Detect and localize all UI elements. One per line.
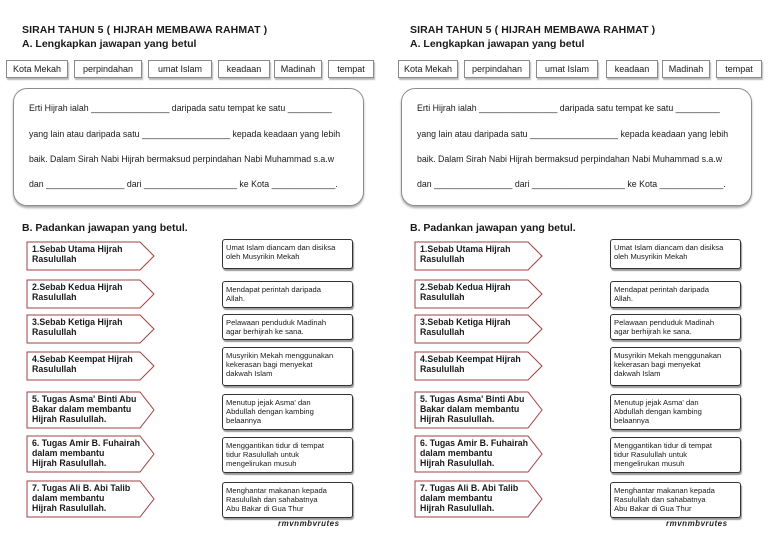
- question-arrow: [414, 314, 544, 344]
- question-text: 1.Sebab Utama Hijrah Rasulullah: [420, 244, 511, 264]
- answer-box: Menghantar makanan kepada Rasulullah dan sahabatnya Abu Bakar di Gua Thur: [222, 482, 353, 518]
- answer-box: Musyrikin Mekah menggunakan kekerasan bagi menyekat dakwah Islam: [610, 347, 741, 386]
- fill-in-box: [13, 88, 364, 206]
- fill-line: baik. Dalam Sirah Nabi Hijrah bermaksud perpindahan Nabi Muhammad s.a.w: [417, 154, 723, 164]
- fill-line: baik. Dalam Sirah Nabi Hijrah bermaksud perpindahan Nabi Muhammad s.a.w: [29, 154, 335, 164]
- word-bank-item: umat Islam: [148, 60, 212, 78]
- word-bank: [6, 60, 378, 78]
- question-arrow: [26, 279, 156, 309]
- answer-box: Menggantikan tidur di tempat tidur Rasulullah untuk mengelirukan musuh: [610, 437, 741, 473]
- word-bank-item: tempat: [328, 60, 374, 78]
- word-bank-item: tempat: [716, 60, 762, 78]
- footer-watermark: rmvnmbvrutes: [666, 519, 728, 528]
- question-text: 2.Sebab Kedua Hijrah Rasulullah: [420, 282, 511, 302]
- answer-box: Umat Islam diancam dan disiksa oleh Musyrikin Mekah: [222, 239, 353, 269]
- question-arrow: [414, 391, 544, 429]
- word-bank-item: keadaan: [606, 60, 658, 78]
- word-bank-item: umat Islam: [536, 60, 598, 78]
- fill-line: Erti Hijrah ialah ________________ daripada satu tempat ke satu _________: [29, 103, 332, 113]
- question-arrow: [414, 351, 544, 381]
- question-arrow: [26, 480, 156, 518]
- answer-box: Pelawaan penduduk Madinah agar berhijrah ke sana.: [610, 314, 741, 340]
- question-arrow: [414, 279, 544, 309]
- worksheet-title: SIRAH TAHUN 5 ( HIJRAH MEMBAWA RAHMAT ): [410, 24, 656, 36]
- question-text: 4.Sebab Keempat Hijrah Rasulullah: [420, 354, 521, 374]
- answer-box: Mendapat perintah daripada Allah.: [610, 281, 741, 308]
- answer-box: Pelawaan penduduk Madinah agar berhijrah ke sana.: [222, 314, 353, 340]
- answer-box: Menggantikan tidur di tempat tidur Rasulullah untuk mengelirukan musuh: [222, 437, 353, 473]
- fill-line: dan ________________ dari ___________________ ke Kota _____________.: [417, 179, 726, 189]
- word-bank-item: perpindahan: [464, 60, 530, 78]
- question-arrow: [26, 314, 156, 344]
- fill-in-box: [401, 88, 752, 206]
- answer-box: Menutup jejak Asma' dan Abdullah dengan kambing belaannya: [222, 394, 353, 430]
- worksheet-title: SIRAH TAHUN 5 ( HIJRAH MEMBAWA RAHMAT ): [22, 24, 268, 36]
- answer-box: Menghantar makanan kepada Rasulullah dan sahabatnya Abu Bakar di Gua Thur: [610, 482, 741, 518]
- question-text: 2.Sebab Kedua Hijrah Rasulullah: [32, 282, 123, 302]
- question-arrow: [26, 351, 156, 381]
- answer-box: Musyrikin Mekah menggunakan kekerasan bagi menyekat dakwah Islam: [222, 347, 353, 386]
- fill-line: dan ________________ dari ___________________ ke Kota _____________.: [29, 179, 338, 189]
- question-text: 6. Tugas Amir B. Fuhairah dalam membantu Hijrah Rasulullah.: [32, 438, 141, 468]
- question-text: 1.Sebab Utama Hijrah Rasulullah: [32, 244, 123, 264]
- question-text: 3.Sebab Ketiga Hijrah Rasulullah: [32, 317, 123, 337]
- section-b-heading: B. Padankan jawapan yang betul.: [410, 222, 576, 234]
- word-bank-item: keadaan: [218, 60, 270, 78]
- answer-box: Umat Islam diancam dan disiksa oleh Musyrikin Mekah: [610, 239, 741, 269]
- question-text: 3.Sebab Ketiga Hijrah Rasulullah: [420, 317, 511, 337]
- answer-box: Menutup jejak Asma' dan Abdullah dengan kambing belaannya: [610, 394, 741, 430]
- word-bank-item: perpindahan: [74, 60, 142, 78]
- fill-line: Erti Hijrah ialah ________________ daripada satu tempat ke satu _________: [417, 103, 720, 113]
- word-bank-item: Kota Mekah: [6, 60, 68, 78]
- question-text: 6. Tugas Amir B. Fuhairah dalam membantu Hijrah Rasulullah.: [420, 438, 529, 468]
- word-bank: [394, 60, 766, 78]
- section-b-heading: B. Padankan jawapan yang betul.: [22, 222, 188, 234]
- section-a-heading: A. Lengkapkan jawapan yang betul: [22, 38, 197, 50]
- word-bank-item: Kota Mekah: [398, 60, 458, 78]
- word-bank-item: Madinah: [662, 60, 710, 78]
- fill-line: yang lain atau daripada satu __________________ kepada keadaan yang lebih: [417, 129, 729, 139]
- question-arrow: [26, 241, 156, 271]
- section-a-heading: A. Lengkapkan jawapan yang betul: [410, 38, 585, 50]
- question-arrow: [26, 391, 156, 429]
- question-text: 5. Tugas Asma' Binti Abu Bakar dalam membantu Hijrah Rasulullah.: [32, 394, 137, 424]
- question-arrow: [414, 241, 544, 271]
- question-text: 5. Tugas Asma' Binti Abu Bakar dalam membantu Hijrah Rasulullah.: [420, 394, 525, 424]
- question-text: 7. Tugas Ali B. Abi Talib dalam membantu Hijrah Rasulullah.: [32, 483, 131, 513]
- footer-watermark: rmvnmbvrutes: [278, 519, 340, 528]
- worksheet-copy-left: [0, 0, 380, 543]
- worksheet-copy-right: [388, 0, 768, 543]
- answer-box: Mendapat perintah daripada Allah.: [222, 281, 353, 308]
- question-arrow: [414, 435, 544, 473]
- question-text: 4.Sebab Keempat Hijrah Rasulullah: [32, 354, 133, 374]
- question-arrow: [26, 435, 156, 473]
- word-bank-item: Madinah: [274, 60, 322, 78]
- fill-line: yang lain atau daripada satu __________________ kepada keadaan yang lebih: [29, 129, 341, 139]
- question-text: 7. Tugas Ali B. Abi Talib dalam membantu Hijrah Rasulullah.: [420, 483, 519, 513]
- question-arrow: [414, 480, 544, 518]
